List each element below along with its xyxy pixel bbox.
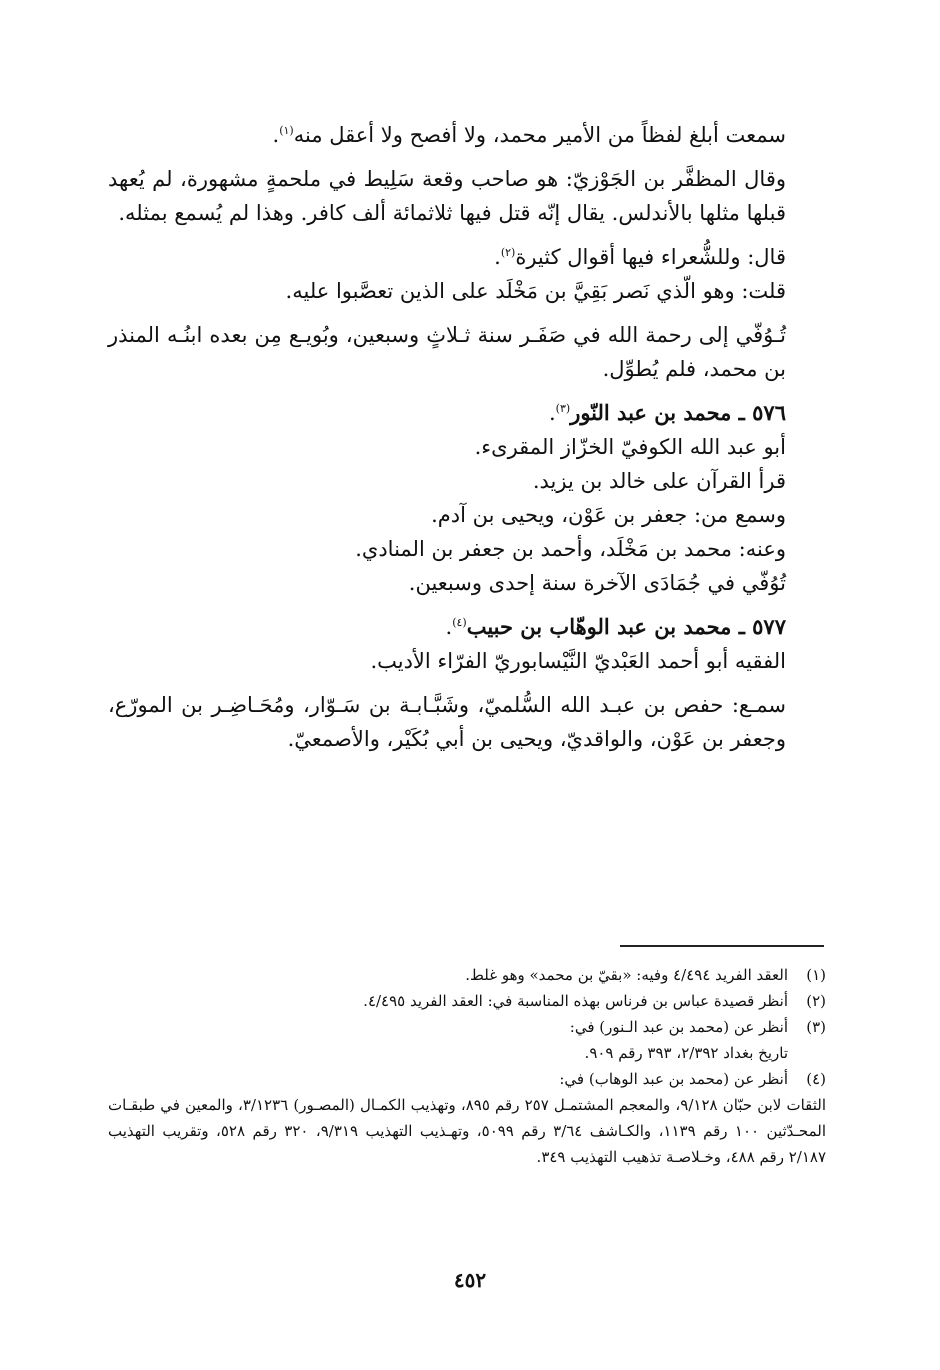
main-text [108, 118, 826, 756]
paragraph: سمـع: حفص بن عبـد الله السُّلميّ، وشَبَّـابـة بن سَـوّار، ومُحَـاضِـر بن المورّع، وجعفر بن عَوْن، والواقديّ، ويحيى بن أبي بُكَيْر، والأصمعيّ. [108, 693, 786, 751]
paragraph: قال: وللشُّعراء فيها أقوال كثيرة$^{(٢)}$. [494, 245, 786, 269]
footnote: (١) العقد الفريد ٤/٤٩٤ وفيه: «بقيّ بن محمد» وهو غلط. [465, 966, 826, 984]
footnote: (٤) أنظر عن (محمد بن عبد الوهاب) في: [559, 1070, 826, 1088]
footnote-continuation: الثقات لابن حبّان ٩/١٢٨، والمعجم المشتمـل ٢٥٧ رقم ٨٩٥، وتهذيب الكمـال (المصـور) ٣/١٢٣٦، والمعين في طبقـات المحـدّثين ١٠٠ رقم ١١٣٩، والكـاشف ٣/٦٤ رقم ٥٠٩٩، وتهـذيب التهذيب ٩/٣١٩، ٣٢٠ رقم ٥٢٨، وتقريب التهذيب ٢/١٨٧ رقم ٤٨٨، وخـلاصـة تذهيب التهذيب ٣٤٩. [108, 1096, 827, 1166]
paragraph: تُـوُفّي إلى رحمة الله في صَفَـر سنة ثـلاثٍ وسبعين، وبُويـع مِن بعده ابنُـه المنذر بن محمد، فلم يُطوِّل. [108, 323, 786, 381]
paragraph: قلت: وهو الّذي نَصر بَقِيَّ بن مَخْلَد على الذين تعصَّبوا عليه. [285, 279, 786, 303]
footnote-divider [620, 945, 824, 947]
paragraph: وعنه: محمد بن مَخْلَد، وأحمد بن جعفر بن المنادي. [355, 537, 786, 561]
entry-heading: ٥٧٧ ـ محمد بن عبد الوهّاب بن حبيب$^{(٤)}$. [445, 614, 786, 639]
footnote: (٢) أنظر قصيدة عباس بن فرناس بهذه المناسبة في: العقد الفريد ٤/٤٩٥. [363, 992, 826, 1010]
paragraph: وقال المظفَّر بن الجَوْزيّ: هو صاحب وقعة سَلِيط في ملحمةٍ مشهورة، لم يُعهد قبلها مثلها بالأندلس. يقال إنّه قتل فيها ثلاثمائة ألف كافر. وهذا لم يُسمع بمثله. [108, 167, 786, 225]
paragraph: تُوُفّي في جُمَادَى الآخرة سنة إحدى وسبعين. [408, 571, 786, 595]
footnote-ref: (٢) [500, 246, 516, 259]
page-number: ٤٥٢ [453, 1268, 487, 1292]
paragraph: قرأ القرآن على خالد بن يزيد. [532, 469, 786, 493]
footnotes [108, 962, 826, 1170]
footnote-ref: (٣) [555, 402, 571, 415]
paragraph: الفقيه أبو أحمد العَبْديّ النَّيْسابوريّ الفرّاء الأديب. [370, 649, 786, 673]
paragraph: أبو عبد الله الكوفيّ الخزّاز المقرىء. [474, 435, 786, 459]
footnote-ref: (٤) [452, 616, 467, 629]
paragraph: سمعت أبلغ لفظاً من الأمير محمد، ولا أفصح ولا أعقل منه$^{(١)}$. [272, 123, 786, 147]
paragraph: وسمع من: جعفر بن عَوْن، ويحيى بن آدم. [431, 503, 786, 527]
entry-heading: ٥٧٦ ـ محمد بن عبد النّور$^{(٣)}$. [548, 400, 786, 425]
footnote: (٣) أنظر عن (محمد بن عبد الـنور) في: تاريخ بغداد ٢/٣٩٢، ٣٩٣ رقم ٩٠٩. [569, 1018, 826, 1062]
footnote-ref: (١) [279, 124, 294, 137]
